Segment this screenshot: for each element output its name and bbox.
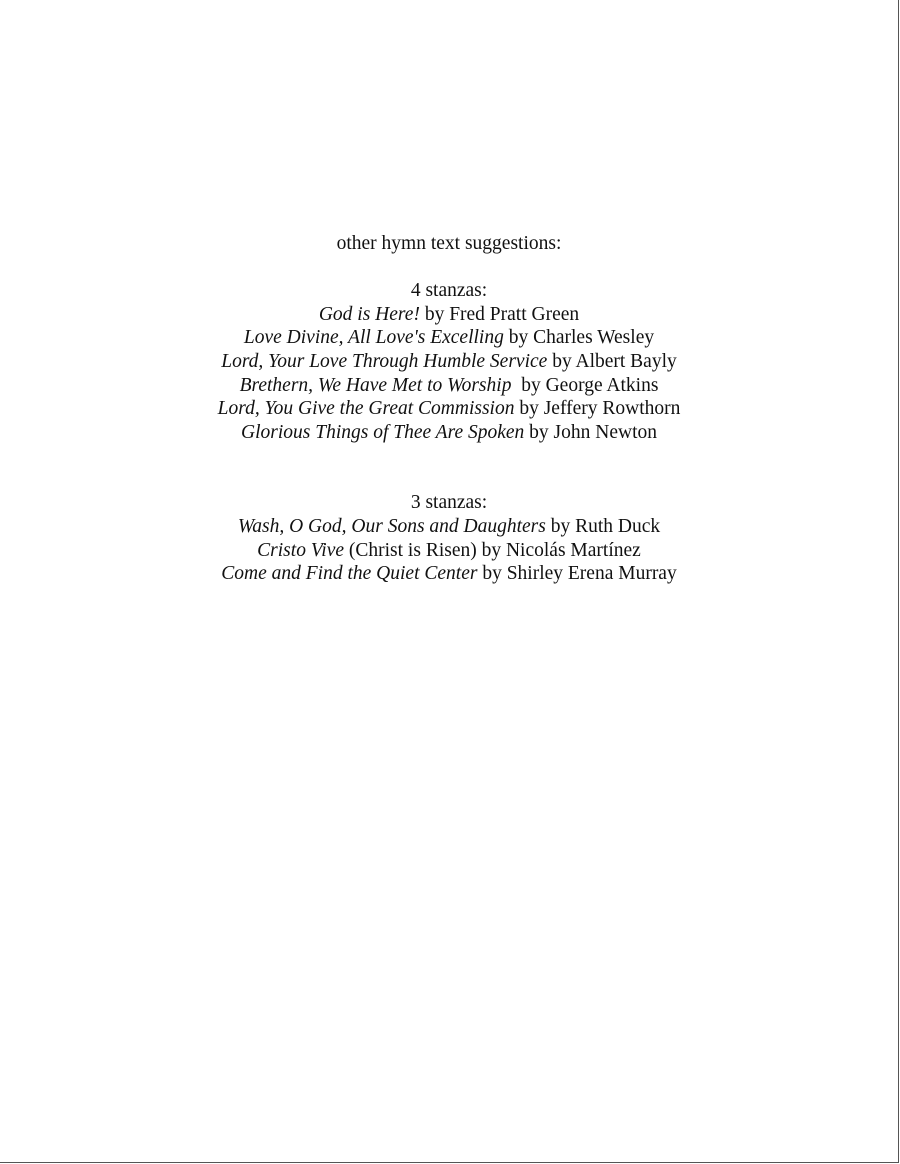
hymn-line: [0, 515, 898, 539]
hymn-line: [0, 374, 898, 398]
hymn-title: Lord, You Give the Great Commission: [217, 398, 515, 420]
hymn-line: [0, 421, 898, 445]
hymn-line: [0, 539, 898, 563]
section-three-stanzas: [0, 491, 898, 585]
hymn-title: Come and Find the Quiet Center: [221, 563, 478, 585]
section-four-stanzas: [0, 279, 898, 444]
hymn-title: Lord, Your Love Through Humble Service: [221, 350, 548, 372]
hymn-suggestions: [0, 232, 898, 586]
hymn-title: Love Divine, All Love's Excelling: [243, 327, 504, 349]
hymn-title: Wash, O God, Our Sons and Daughters: [237, 515, 546, 537]
hymn-line: [0, 562, 898, 586]
hymn-author: by Albert Bayly: [547, 350, 677, 372]
hymn-title: Brethern, We Have Met to Worship: [239, 374, 512, 396]
hymn-title: Cristo Vive: [257, 539, 345, 561]
hymn-line: [0, 397, 898, 421]
hymn-author: by Charles Wesley: [503, 327, 655, 349]
hymn-line: [0, 303, 898, 327]
section-title: 4 stanzas:: [410, 280, 488, 302]
hymn-author: by Fred Pratt Green: [419, 303, 580, 325]
hymn-author: by Shirley Erena Murray: [477, 563, 677, 585]
hymn-author: by John Newton: [524, 421, 657, 443]
hymn-author: by George Atkins: [511, 374, 659, 396]
section-title: 3 stanzas:: [410, 492, 488, 514]
hymn-title: God is Here!: [318, 303, 420, 325]
hymn-author: by Ruth Duck: [545, 515, 661, 537]
hymn-line: [0, 326, 898, 350]
hymn-author: (Christ is Risen) by Nicolás Martínez: [344, 539, 641, 561]
hymn-title: Glorious Things of Thee Are Spoken: [241, 421, 525, 443]
hymn-line: [0, 350, 898, 374]
page-heading: other hymn text suggestions:: [336, 233, 562, 254]
hymn-author: by Jeffery Rowthorn: [514, 398, 681, 420]
